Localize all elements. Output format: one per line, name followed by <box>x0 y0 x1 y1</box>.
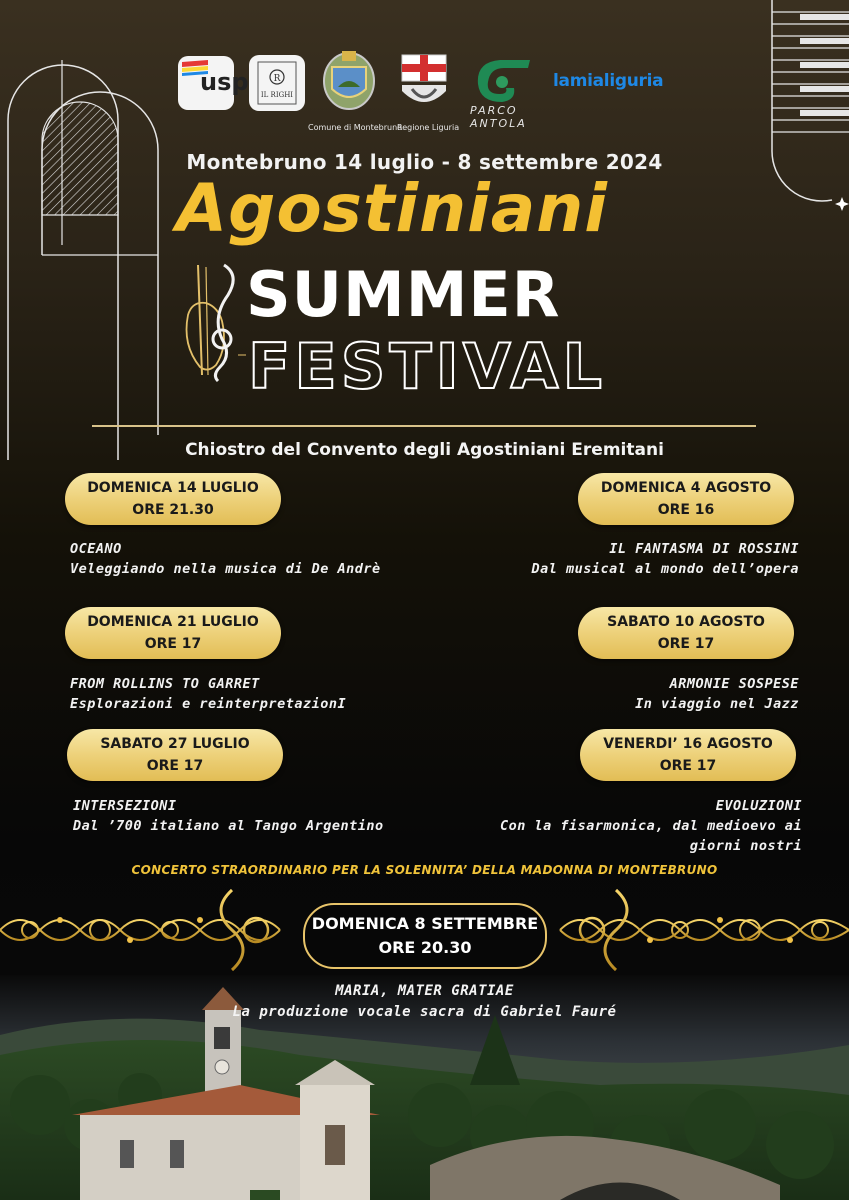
event-date: DOMENICA 21 LUGLIO <box>87 614 259 630</box>
il-righi-text: IL RIGHI <box>260 91 294 99</box>
event-info <box>73 796 384 836</box>
event-title: IL FANTASMA DI ROSSINI <box>609 541 799 557</box>
event-title: ARMONIE SOSPESE <box>669 676 799 692</box>
event-title: FROM ROLLINS TO GARRET <box>70 676 260 692</box>
event-subtitle: Dal musical al mondo dell’opera <box>531 561 799 577</box>
event-subtitle: In viaggio nel Jazz <box>635 696 799 712</box>
usp-logo-text: usp <box>200 68 249 96</box>
event-info <box>500 796 802 856</box>
event-date: DOMENICA 14 LUGLIO <box>87 480 259 496</box>
event-time: ORE 16 <box>657 502 715 518</box>
special-concert-banner: CONCERTO STRAORDINARIO PER LA SOLENNITA’ DELLA MADONNA DI MONTEBRUNO <box>131 863 718 877</box>
usp-logo <box>178 56 249 110</box>
il-righi-logo <box>249 55 305 111</box>
event-subtitle: Esplorazioni e reinterpretazionI <box>70 696 347 712</box>
event-date: SABATO 10 AGOSTO <box>607 614 765 630</box>
event-title: OCEANO <box>70 541 122 557</box>
event-time: ORE 21.30 <box>132 502 214 518</box>
regione-liguria-crest-icon <box>400 53 448 111</box>
event-date-pill <box>578 473 794 525</box>
event-subtitle-continued: giorni nostri <box>689 838 802 854</box>
event-date-pill <box>65 607 281 659</box>
event-time: ORE 17 <box>146 758 204 774</box>
event-time: ORE 17 <box>659 758 717 774</box>
municipality-crest-icon <box>320 47 378 111</box>
special-concert-date-pill <box>303 903 547 969</box>
event-date-pill <box>67 729 283 781</box>
event-date: DOMENICA 4 AGOSTO <box>600 480 772 496</box>
decorative-arches <box>0 40 200 470</box>
festival-dates: Montebruno 14 luglio - 8 settembre 2024 <box>186 150 663 174</box>
venue: Chiostro del Convento degli Agostiniani Eremitani <box>185 440 664 460</box>
event-date: SABATO 27 LUGLIO <box>100 736 250 752</box>
event-date-pill <box>65 473 281 525</box>
event-info <box>635 674 799 714</box>
event-date-pill <box>580 729 796 781</box>
parco-name: PARCO <box>470 104 518 117</box>
event-time: ORE 17 <box>657 636 715 652</box>
event-time: ORE 17 <box>144 636 202 652</box>
decorative-piano-arch <box>760 0 849 215</box>
special-concert-date: DOMENICA 8 SETTEMBRE <box>311 914 539 933</box>
title-divider <box>92 425 756 427</box>
svg-text:R: R <box>273 74 281 84</box>
event-info <box>70 539 381 579</box>
special-concert-subtitle: La produzione vocale sacra di Gabriel Fauré <box>232 1004 617 1020</box>
special-concert-time: ORE 20.30 <box>378 938 472 957</box>
event-title: EVOLUZIONI <box>715 798 802 814</box>
event-subtitle: Veleggiando nella musica di De Andrè <box>70 561 381 577</box>
lamialiguria-logo: lamialiguria <box>553 71 664 91</box>
parco-antola-logo-icon <box>470 54 536 108</box>
parco-subname: ANTOLA <box>470 117 527 130</box>
title-summer: SUMMER <box>246 258 561 331</box>
title-agostiniani: Agostiniani <box>176 170 608 247</box>
event-title: INTERSEZIONI <box>73 798 177 814</box>
event-info <box>532 539 799 579</box>
event-subtitle: Con la fisarmonica, dal medioevo ai <box>500 818 802 834</box>
municipality-caption: Comune di Montebruno <box>308 123 403 132</box>
title-festival: FESTIVAL <box>248 330 606 403</box>
special-concert-info <box>0 981 849 1023</box>
violin-treble-clef-icon <box>178 255 248 385</box>
special-concert-title: MARIA, MATER GRATIAE <box>335 983 514 999</box>
event-info <box>70 674 346 714</box>
event-subtitle: Dal ’700 italiano al Tango Argentino <box>73 818 384 834</box>
event-date: VENERDI’ 16 AGOSTO <box>603 736 773 752</box>
event-date-pill <box>578 607 794 659</box>
region-caption: Regione Liguria <box>397 123 460 132</box>
